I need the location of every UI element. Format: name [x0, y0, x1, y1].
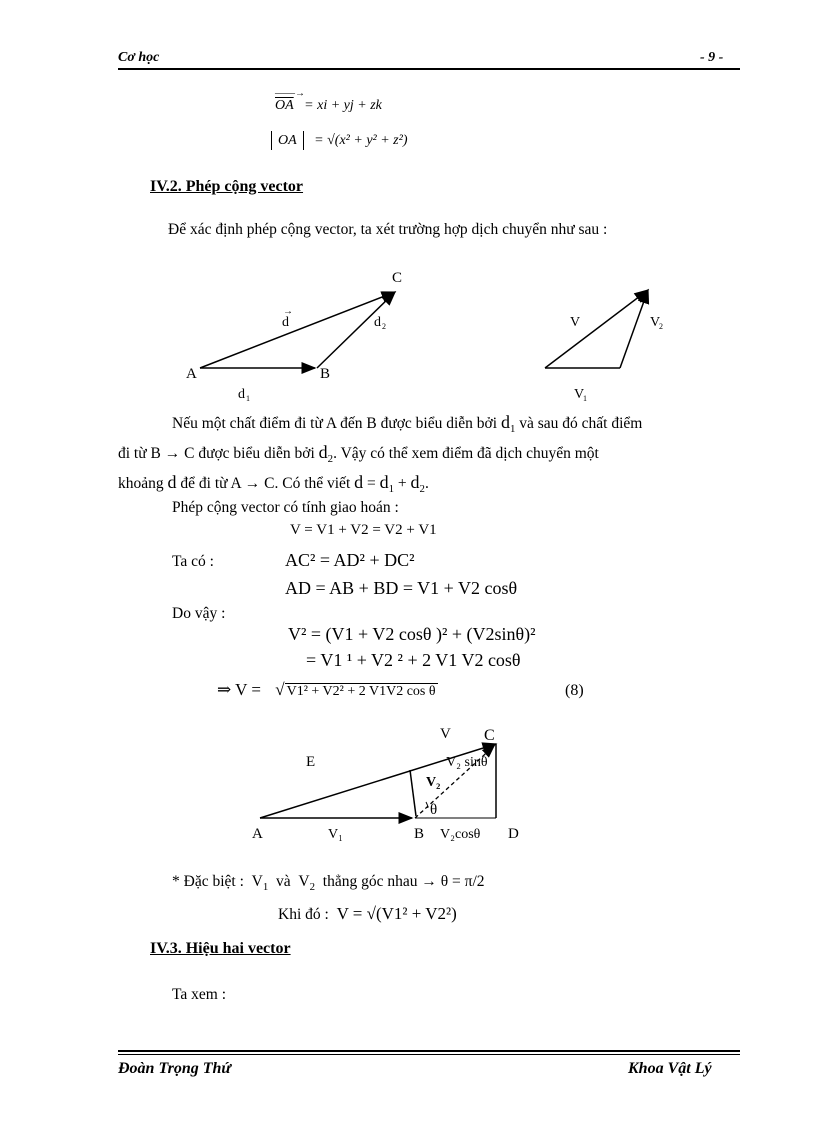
page-number: - 9 -: [700, 50, 724, 65]
do-vay-label: Do vậy :: [172, 605, 226, 622]
perpendicular-line: [410, 770, 416, 816]
special-suffix: thẳng góc nhau → θ = π/2: [322, 873, 485, 890]
commutative-eq: V = V1 + V2 = V2 + V1: [290, 522, 437, 538]
eq-v-squared: V² = (V1 + V2 cosθ )² + (V2sinθ)²: [288, 624, 536, 644]
figure-vector-addition: [170, 260, 690, 410]
special-case-line: * Đặc biệt : $V_1$ và $V_2$ thẳng góc nhau → θ = π/2: [172, 873, 485, 894]
vector-v2-arrow: [620, 290, 648, 368]
footer-rule: [118, 1050, 740, 1052]
label-d-arrow-glyph: →: [283, 306, 293, 317]
vector-v-arrow: [545, 290, 648, 368]
label-d1: d: [238, 387, 245, 402]
label-d1-sub: 1: [246, 394, 250, 403]
label-E: E: [306, 754, 316, 770]
eq-oa-magnitude-rhs: = √(x² + y² + z²): [314, 133, 408, 148]
equation-number: (8): [565, 682, 584, 699]
label-v1-fig2: V₁: [328, 827, 343, 842]
section-42-intro: Để xác định phép cộng vector, ta xét trường hợp dịch chuyển như sau :: [168, 221, 608, 238]
vector-d-arrow: [200, 292, 395, 368]
paragraph-line-1: Nếu một chất điểm đi từ A đến B được biểu diễn bởi $d_1$ và sau đó chất điểm: [172, 412, 643, 436]
figure-vector-components: [240, 718, 540, 848]
eq-v-result-lhs: ⇒ V =: [217, 680, 261, 699]
label-A-fig2: A: [252, 826, 263, 842]
label-d2: d: [374, 315, 381, 330]
label-v2cos: V₂cosθ: [440, 827, 481, 842]
ta-co-label: Ta có :: [172, 553, 214, 570]
label-V1: V: [574, 387, 585, 402]
header-rule: [118, 68, 740, 70]
special-prefix: * Đặc biệt :: [172, 873, 244, 890]
paragraph-p3a: khoảng: [118, 475, 164, 492]
paragraph-p2a: đi từ B → C được biểu diễn bởi: [118, 445, 315, 462]
paragraph-line-3: khoảng d để đi từ A → C. Có thể viết $d = d_1 + d_2$.: [118, 472, 429, 496]
label-B-fig2: B: [414, 826, 425, 842]
label-d: d: [282, 315, 289, 330]
footer-rule-thin: [118, 1054, 740, 1055]
footer-author: Đoàn Trọng Thứ: [118, 1060, 232, 1077]
label-d2-sub: 2: [382, 322, 386, 331]
paragraph-p3b: để đi từ A → C. Có thể viết: [180, 475, 351, 492]
section-43-text: Ta xem :: [172, 986, 227, 1003]
eq-v-result-rhs: V1² + V2² + 2 V1V2 cos θ: [286, 684, 436, 699]
eq-v-result: ⇒ V = √ V1² + V2² + 2 V1V2 cos θ: [217, 680, 436, 699]
commutative-text: Phép cộng vector có tính giao hoán :: [172, 499, 399, 516]
eq-ad: AD = AB + BD = V1 + V2 cosθ: [285, 578, 518, 598]
eq-v-squared-expanded: = V1 ¹ + V2 ² + 2 V1 V2 cosθ: [306, 650, 521, 670]
footer-department: Khoa Vật Lý: [628, 1060, 712, 1077]
label-v2sin: V₂ sinθ: [446, 755, 488, 770]
label-V: V: [570, 315, 581, 330]
eq-oa-vector: $\overline{OA}$ ——→ = xi + yj + zk: [275, 88, 382, 113]
section-heading-42: IV.2. Phép cộng vector: [150, 178, 304, 195]
section-heading-43: IV.3. Hiệu hai vector: [150, 940, 291, 957]
eq-oa-components: = xi + yj + zk: [304, 98, 382, 113]
label-B: B: [320, 366, 331, 382]
label-v2-fig2: V₂: [426, 775, 441, 790]
label-D-fig2: D: [508, 826, 519, 842]
eq-oa-magnitude: OA = √(x² + y² + z²): [271, 133, 408, 149]
special-middle: và: [276, 873, 291, 890]
paragraph-line-2: đi từ B → C được biểu diễn bởi $d_2$. Vậy có thể xem điểm đã dịch chuyển một: [118, 442, 599, 466]
label-V2-sub: 2: [659, 322, 663, 331]
label-C-fig2: C: [484, 727, 495, 744]
paragraph-p1b: và sau đó chất điểm: [519, 415, 643, 432]
khi-do-label: Khi đó :: [278, 906, 329, 923]
khi-do-line: [278, 902, 457, 927]
label-V-fig2: V: [440, 726, 451, 742]
label-V1-sub: 1: [583, 394, 587, 403]
special-formula: V = √(V1² + V2²): [336, 904, 457, 923]
label-C: C: [392, 270, 403, 286]
eq-ac-squared: AC² = AD² + DC²: [285, 550, 415, 570]
label-theta: θ: [430, 802, 438, 818]
paragraph-p1a: Nếu một chất điểm đi từ A đến B được biểu diễn bởi: [172, 415, 498, 432]
label-A: A: [186, 366, 197, 382]
paragraph-p2b: . Vậy có thể xem điểm đã dịch chuyển một: [333, 445, 599, 462]
label-V2: V: [650, 315, 661, 330]
header-title: Cơ học: [118, 50, 160, 65]
